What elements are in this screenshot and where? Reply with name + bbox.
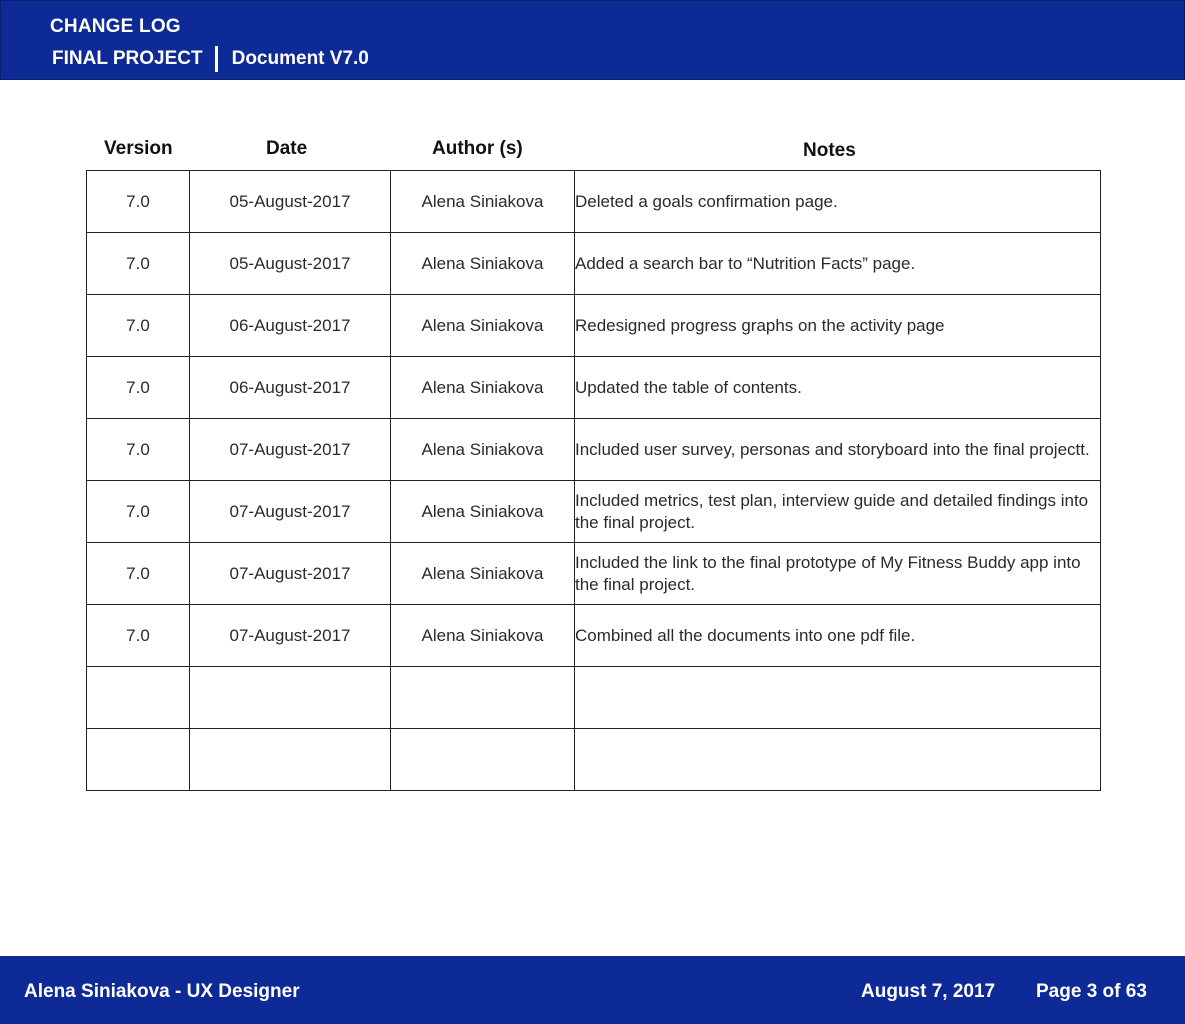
table-row xyxy=(87,171,1101,233)
notes-cell: Included user survey, personas and storyboard into the final projectt. xyxy=(575,419,1101,481)
author-cell: Alena Siniakova xyxy=(391,295,575,357)
author-cell xyxy=(391,667,575,729)
project-label: FINAL PROJECT xyxy=(52,48,203,69)
table-row xyxy=(87,295,1101,357)
column-header-date: Date xyxy=(266,138,308,159)
date-cell xyxy=(190,667,391,729)
author-cell xyxy=(391,729,575,791)
version-cell: 7.0 xyxy=(87,419,190,481)
date-cell: 07-August-2017 xyxy=(190,543,391,605)
date-cell: 07-August-2017 xyxy=(190,605,391,667)
notes-cell xyxy=(575,667,1101,729)
footer-date: August 7, 2017 xyxy=(861,981,996,1002)
version-cell: 7.0 xyxy=(87,543,190,605)
notes-cell: Included metrics, test plan, interview guide and detailed findings into the final project. xyxy=(575,481,1101,543)
table-row xyxy=(87,543,1101,605)
date-cell: 07-August-2017 xyxy=(190,481,391,543)
notes-cell: Updated the table of contents. xyxy=(575,357,1101,419)
document-subtitle xyxy=(52,46,369,72)
notes-cell xyxy=(575,729,1101,791)
date-cell xyxy=(190,729,391,791)
author-cell: Alena Siniakova xyxy=(391,543,575,605)
notes-cell: Included the link to the final prototype of My Fitness Buddy app into the final project. xyxy=(575,543,1101,605)
table-row-empty xyxy=(87,667,1101,729)
date-cell: 05-August-2017 xyxy=(190,233,391,295)
notes-cell: Added a search bar to “Nutrition Facts” page. xyxy=(575,233,1101,295)
version-cell: 7.0 xyxy=(87,481,190,543)
author-cell: Alena Siniakova xyxy=(391,233,575,295)
version-cell xyxy=(87,667,190,729)
page-title: CHANGE LOG xyxy=(50,16,181,37)
version-cell: 7.0 xyxy=(87,357,190,419)
author-cell: Alena Siniakova xyxy=(391,419,575,481)
change-log-table xyxy=(86,170,1101,791)
version-cell: 7.0 xyxy=(87,233,190,295)
date-cell: 06-August-2017 xyxy=(190,357,391,419)
version-cell xyxy=(87,729,190,791)
version-cell: 7.0 xyxy=(87,171,190,233)
title-divider xyxy=(215,46,218,72)
author-cell: Alena Siniakova xyxy=(391,357,575,419)
notes-cell: Deleted a goals confirmation page. xyxy=(575,171,1101,233)
document-version-label: Document V7.0 xyxy=(231,48,369,69)
date-cell: 05-August-2017 xyxy=(190,171,391,233)
column-header-notes: Notes xyxy=(803,140,856,161)
author-cell: Alena Siniakova xyxy=(391,481,575,543)
page-number: Page 3 of 63 xyxy=(1036,981,1147,1002)
version-cell: 7.0 xyxy=(87,605,190,667)
author-cell: Alena Siniakova xyxy=(391,171,575,233)
table-row-empty xyxy=(87,729,1101,791)
table-row xyxy=(87,233,1101,295)
column-header-version: Version xyxy=(104,138,173,159)
table-row xyxy=(87,357,1101,419)
author-cell: Alena Siniakova xyxy=(391,605,575,667)
notes-cell: Combined all the documents into one pdf file. xyxy=(575,605,1101,667)
column-header-author: Author (s) xyxy=(432,138,523,159)
table-row xyxy=(87,419,1101,481)
footer-author: Alena Siniakova - UX Designer xyxy=(24,981,300,1002)
date-cell: 06-August-2017 xyxy=(190,295,391,357)
notes-cell: Redesigned progress graphs on the activity page xyxy=(575,295,1101,357)
date-cell: 07-August-2017 xyxy=(190,419,391,481)
version-cell: 7.0 xyxy=(87,295,190,357)
table-row xyxy=(87,481,1101,543)
table-row xyxy=(87,605,1101,667)
